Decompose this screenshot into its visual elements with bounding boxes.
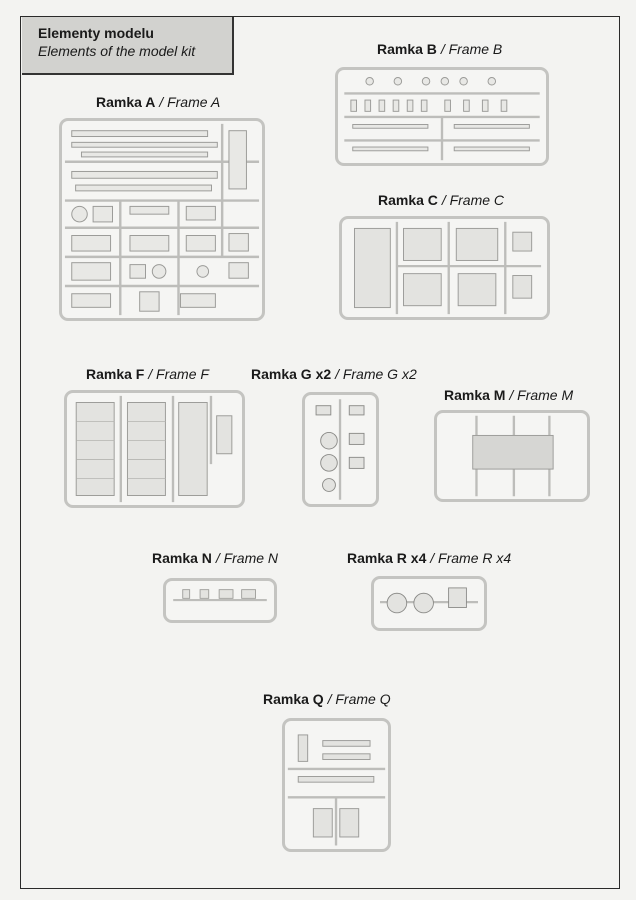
frame-m-label-en: / Frame M xyxy=(509,387,574,403)
sprue-frame-q-drawing xyxy=(285,721,388,849)
sprue-frame-n-drawing xyxy=(166,581,274,620)
frame-n-label xyxy=(152,550,278,566)
sprue-frame-c-image xyxy=(339,216,550,320)
frame-a-label xyxy=(96,94,220,110)
frame-b-label-pl: Ramka B xyxy=(377,41,437,57)
sprue-frame-r-image xyxy=(371,576,487,631)
sprue-frame-b-image xyxy=(335,67,549,166)
sprue-frame-r-drawing xyxy=(374,579,484,628)
frame-f-label-pl: Ramka F xyxy=(86,366,145,382)
frame-r-label-pl: Ramka R x4 xyxy=(347,550,427,566)
sprue-frame-a-image xyxy=(59,118,265,321)
hull-panel xyxy=(473,435,553,469)
frame-a-label-pl: Ramka A xyxy=(96,94,156,110)
frame-q-label-en: / Frame Q xyxy=(327,691,391,707)
frame-b-label-en: / Frame B xyxy=(440,41,503,57)
frame-c-label xyxy=(378,192,504,208)
frame-m-label-pl: Ramka M xyxy=(444,387,506,403)
header-title-pl: Elementy modelu xyxy=(38,25,154,41)
frame-c-label-en: / Frame C xyxy=(441,192,505,208)
sprue-frame-n-image xyxy=(163,578,277,623)
sprue-frame-a-drawing xyxy=(62,121,262,318)
frame-g-label xyxy=(251,366,417,382)
frame-g-label-pl: Ramka G x2 xyxy=(251,366,332,382)
frame-m-label xyxy=(444,387,573,403)
frame-r-label xyxy=(347,550,511,566)
sprue-frame-m-image xyxy=(434,410,590,502)
frame-n-label-en: / Frame N xyxy=(215,550,279,566)
frame-a-label-en: / Frame A xyxy=(159,94,221,110)
sprue-frame-b-drawing xyxy=(338,70,546,163)
frame-r-label-en: / Frame R x4 xyxy=(430,550,512,566)
sprue-frame-g-image xyxy=(302,392,379,507)
header-title-en: Elements of the model kit xyxy=(38,43,196,59)
frame-b-label xyxy=(377,41,502,57)
frame-f-label xyxy=(86,366,209,382)
frame-n-label-pl: Ramka N xyxy=(152,550,212,566)
section-header xyxy=(22,17,234,75)
sprue-frame-m-drawing xyxy=(437,413,587,499)
frame-c-label-pl: Ramka C xyxy=(378,192,438,208)
sprue-frame-c-drawing xyxy=(342,219,547,317)
frame-g-label-en: / Frame G x2 xyxy=(335,366,417,382)
sprue-frame-f-image xyxy=(64,390,245,508)
sprue-frame-f-drawing xyxy=(67,393,242,505)
frame-q-label xyxy=(263,691,391,707)
frame-q-label-pl: Ramka Q xyxy=(263,691,324,707)
sprue-frame-g-drawing xyxy=(305,395,376,504)
sprue-frame-q-image xyxy=(282,718,391,852)
frame-f-label-en: / Frame F xyxy=(148,366,209,382)
